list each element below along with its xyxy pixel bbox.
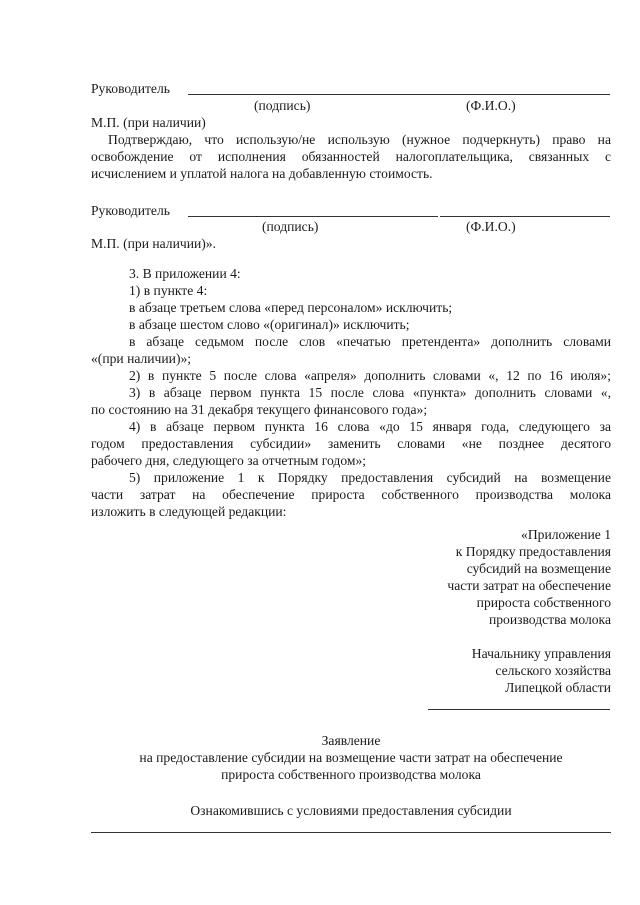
amend-line-9: по состоянию на 31 декабря текущего финансового года»;	[91, 402, 428, 417]
addressee-line-3: Липецкой области	[505, 680, 611, 695]
addressee-line-2: сельского хозяйства	[495, 663, 611, 678]
sig1-label: Руководитель	[91, 81, 170, 96]
amend-line-6: «(при наличии)»;	[91, 351, 192, 366]
amend-line-11: годом предоставления субсидии» заменить словами «не позднее десятого	[91, 436, 611, 451]
appendix-line-2: к Порядку предоставления	[455, 544, 611, 559]
statement-line-3: Ознакомившись с условиями предоставления субсидии	[190, 803, 512, 818]
appendix-line-6: производства молока	[488, 612, 611, 627]
appendix-line-5: прироста собственного	[476, 595, 611, 610]
amend-line-7: 2) в пункте 5 после слова «апреля» дополнить словами «, 12 по 16 июля»;	[129, 368, 611, 383]
statement-line-1: на предоставление субсидии на возмещение части затрат на обеспечение	[139, 750, 563, 765]
sig1-fio-caption: (Ф.И.О.)	[466, 98, 516, 113]
sig2-fio-line	[440, 216, 610, 217]
amend-line-8: 3) в абзаце первом пункта 15 после слова «пункта» дополнить словами «,	[129, 385, 611, 400]
addressee-line-1: Начальнику управления	[471, 646, 611, 661]
appendix-line-3: субсидий на возмещение	[466, 561, 611, 576]
amend-line-4: в абзаце шестом слово «(оригинал)» исключить;	[129, 317, 410, 332]
amend-line-5: в абзаце седьмом после слов «печатью претендента» дополнить словами	[129, 334, 611, 349]
addressee-fill-line	[428, 709, 610, 710]
amend-line-2: 1) в пункте 4:	[129, 283, 208, 298]
amend-line-10: 4) в абзаце первом пункта 16 слова «до 15 января года, следующего за	[129, 419, 611, 434]
amend-line-12: рабочего дня, следующего за отчетным годом»;	[91, 453, 367, 468]
amend-line-13: 5) приложение 1 к Порядку предоставления субсидий на возмещение	[129, 470, 611, 485]
sig2-label: Руководитель	[91, 203, 170, 218]
statement-fill-line	[91, 832, 611, 833]
sig2-fio-caption: (Ф.И.О.)	[466, 219, 516, 234]
confirm-line-2: освобождение от исполнения обязанностей налогоплательщика, связанных с	[91, 149, 611, 164]
amend-line-1: 3. В приложении 4:	[129, 266, 241, 281]
amend-line-14: части затрат на обеспечение прироста собственного производства молока	[91, 487, 611, 502]
sig1-podpis-caption: (подпись)	[254, 98, 311, 113]
confirm-line-1: Подтверждаю, что использую/не использую (нужное подчеркнуть) право на	[108, 132, 611, 147]
amend-line-15: изложить в следующей редакции:	[91, 504, 287, 519]
confirm-line-3: исчислением и уплатой налога на добавленную стоимость.	[91, 166, 433, 181]
appendix-line-1: «Приложение 1	[521, 527, 611, 542]
statement-title: Заявление	[321, 733, 381, 748]
sig1-signature-line	[188, 94, 610, 95]
sig2-podpis-caption: (подпись)	[262, 219, 319, 234]
amend-line-3: в абзаце третьем слова «перед персоналом» исключить;	[129, 300, 453, 315]
sig2-signature-line	[188, 216, 438, 217]
sig1-mp: М.П. (при наличии)	[91, 115, 206, 130]
statement-line-2: прироста собственного производства молока	[221, 767, 481, 782]
appendix-line-4: части затрат на обеспечение	[447, 578, 611, 593]
sig2-mp: М.П. (при наличии)».	[91, 236, 216, 251]
